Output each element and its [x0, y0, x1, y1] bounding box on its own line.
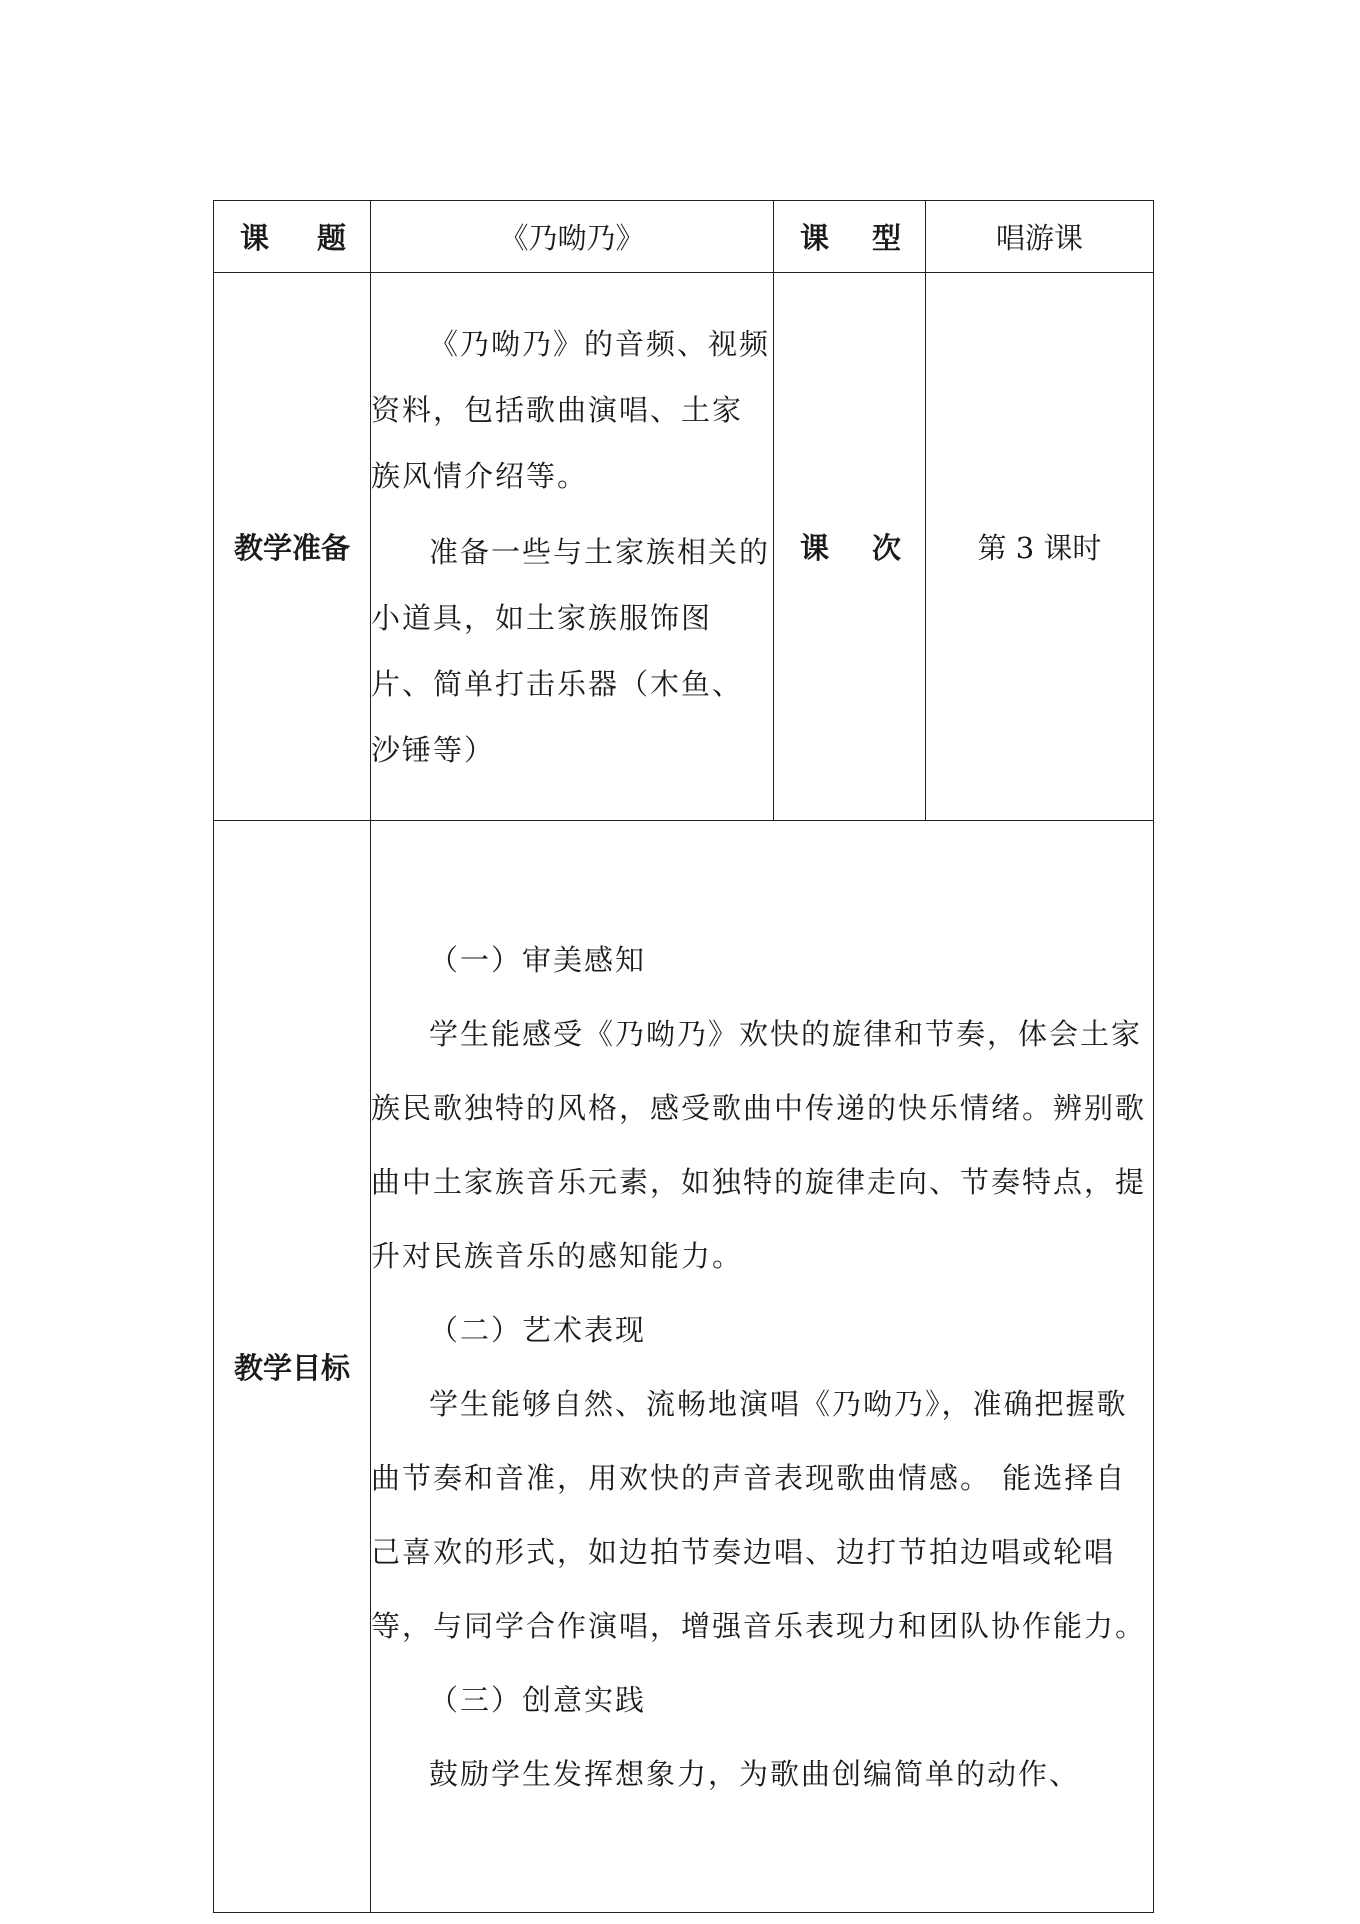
goal-heading: （一）审美感知 — [429, 942, 647, 977]
goal-text: 学生能感受《乃呦乃》欢快的旋律和节奏，体会土家族民歌独特的风格，感受歌曲中传递的快乐情绪。辨别歌曲中土家族音乐元素，如独特的旋律走向、节奏特点，提升对民族音乐的感知能力。 — [371, 1016, 1147, 1273]
type-label-char-2: 型 — [871, 221, 901, 255]
table-row-preparation — [214, 273, 1154, 821]
session-value: 第 3 课时 — [977, 531, 1102, 565]
prep-paragraph: 《乃呦乃》的音频、视频资料，包括歌曲演唱、土家族风情介绍等。 — [371, 326, 771, 493]
session-label-char-1: 课 — [800, 531, 830, 565]
table-row-goals — [214, 821, 1154, 1913]
goals-label-cell — [214, 821, 371, 1913]
goal-heading: （二）艺术表现 — [429, 1312, 647, 1347]
goal-heading: （三）创意实践 — [429, 1682, 647, 1717]
type-value-cell — [926, 201, 1154, 273]
prep-paragraph: 准备一些与土家族相关的小道具，如土家族服饰图片、简单打击乐器（木鱼、沙锤等） — [371, 534, 771, 767]
goals-label: 教学目标 — [233, 1351, 350, 1385]
topic-value: 《乃呦乃》 — [499, 221, 645, 255]
type-label-char-1: 课 — [800, 221, 830, 255]
goals-content-cell — [371, 821, 1154, 1913]
goal-text: 鼓励学生发挥想象力，为歌曲创编简单的动作、 — [429, 1756, 1081, 1791]
prep-label: 教学准备 — [233, 531, 350, 565]
table-row-topic — [214, 201, 1154, 273]
session-value-cell — [926, 273, 1154, 821]
lesson-plan-table — [213, 200, 1154, 1913]
topic-label-cell — [214, 201, 371, 273]
prep-label-cell — [214, 273, 371, 821]
topic-value-cell — [371, 201, 774, 273]
session-label-cell — [774, 273, 926, 821]
topic-label-char-2: 题 — [316, 221, 346, 255]
prep-content-cell — [371, 273, 774, 821]
type-value: 唱游课 — [995, 221, 1083, 255]
type-label-cell — [774, 201, 926, 273]
session-label-char-2: 次 — [871, 531, 901, 565]
goal-text: 学生能够自然、流畅地演唱《乃呦乃》，准确把握歌曲节奏和音准，用欢快的声音表现歌曲情感。 能选择自己喜欢的形式，如边拍节奏边唱、边打节拍边唱或轮唱等，与同学合作演唱，增强音乐表现力和团队协作能力。 — [371, 1386, 1147, 1643]
topic-label-char-1: 课 — [240, 221, 270, 255]
